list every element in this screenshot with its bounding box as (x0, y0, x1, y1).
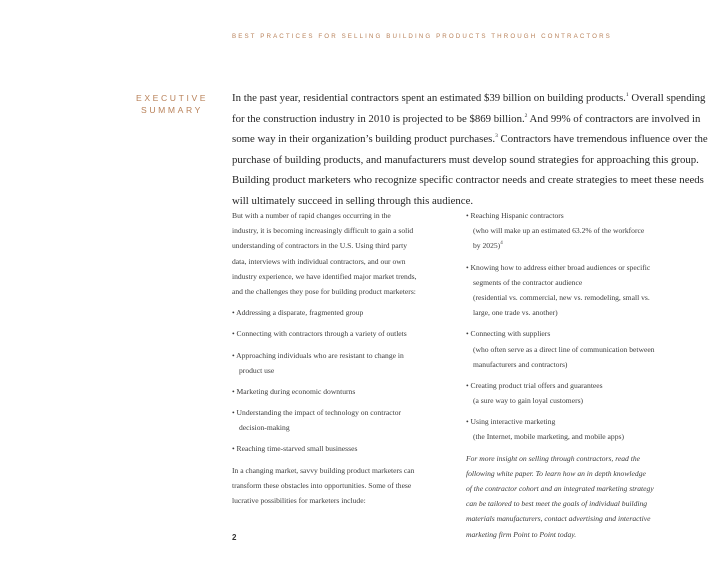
intro-line: Building product marketers who recognize specific contractor needs and create strategies to meet these needs (232, 174, 704, 186)
text-line: marketing firm Point to Point today. (466, 529, 577, 539)
bullet-line (466, 238, 702, 253)
bullet-line: (the Internet, mobile marketing, and mobile apps) (473, 432, 624, 442)
body-paragraph (232, 208, 454, 299)
bullet-item (232, 326, 454, 341)
text-line: can be tailored to best meet the goals of individual building (466, 499, 648, 509)
text-line: But with a number of rapid changes occurring in the (232, 211, 391, 220)
intro-line (232, 129, 708, 150)
bullet-line: (who often serve as a direct line of communication between (473, 344, 655, 354)
intro-line: purchase of building products, and manufacturers must develop sound strategies for approaching this group. (232, 153, 699, 166)
section-label-line: EXECUTIVE (136, 93, 209, 103)
footnote-marker: 2 (524, 112, 528, 119)
bullet-line: • Understanding the impact of technology on contractor (232, 408, 402, 418)
running-header: BEST PRACTICES FOR SELLING BUILDING PRODUCTS THROUGH CONTRACTORS (232, 33, 612, 40)
body-paragraph (232, 463, 454, 509)
bullet-item (466, 326, 702, 372)
bullet-line: segments of the contractor audience (473, 277, 583, 287)
bullet-line: • Connecting with contractors through a variety of outlets (232, 329, 407, 339)
text-line: industry, it is becoming increasingly difficult to gain a solid (232, 226, 414, 236)
bullet-line: manufacturers and contractors) (473, 359, 568, 369)
bullet-line: • Using interactive marketing (466, 417, 556, 427)
bullet-item (466, 208, 702, 254)
bullet-line: • Reaching time-starved small businesses (232, 444, 358, 454)
text-line: and the challenges they pose for building product marketers: (232, 286, 416, 296)
left-column (232, 208, 454, 508)
bullet-line: decision-making (239, 423, 290, 433)
right-column (466, 208, 702, 542)
intro-line: will ultimately succeed in selling through this audience. (232, 194, 474, 207)
bullet-item (466, 414, 702, 444)
footnote-marker: 3 (495, 133, 498, 139)
text-line: industry experience, we have identified major market trends, (232, 271, 417, 281)
bullet-line: • Approaching individuals who are resistant to change in (232, 350, 404, 360)
intro-line (232, 109, 700, 130)
section-label (136, 92, 216, 116)
bullet-line: (who will make up an estimated 63.2% of the workforce (473, 226, 645, 236)
text-line: of the contractor cohort and an integrated marketing strategy (466, 484, 654, 493)
text-line: data, interviews with individual contractors, and our own (232, 256, 406, 266)
section-label-line: SUMMARY (141, 105, 203, 115)
intro-line (232, 88, 706, 109)
intro-text: Overall spending (628, 92, 706, 104)
intro-text: In the past year, residential contractors spent an estimated $39 billion on building products. (232, 92, 626, 104)
bullet-item (466, 378, 702, 408)
bullet-text: by 2025) (473, 241, 501, 251)
text-line: following white paper. To learn how an in depth knowledge (466, 468, 646, 478)
footnote-marker: 1 (625, 92, 629, 98)
text-line: transform these obstacles into opportunities. Some of these (232, 480, 412, 490)
page-number: 2 (232, 533, 237, 542)
bullet-line: • Marketing during economic downturns (232, 386, 356, 396)
bullet-item (232, 305, 454, 320)
bullet-line: • Knowing how to address either broad audiences or specific (466, 262, 651, 272)
bullet-line: • Addressing a disparate, fragmented group (232, 308, 364, 318)
text-line: materials manufacturers, contact advertising and interactive (466, 514, 651, 524)
bullet-item (466, 260, 702, 321)
intro-text: for the construction industry in 2010 is projected to be $869 billion. (232, 112, 525, 125)
bullet-item (232, 405, 454, 435)
footnote-marker: 4 (500, 241, 503, 247)
intro-text: And 99% of contractors are involved in (527, 112, 701, 125)
closing-note (466, 451, 702, 542)
bullet-line: large, one trade vs. another) (473, 308, 558, 318)
bullet-line: • Creating product trial offers and guarantees (466, 380, 603, 390)
bullet-line: (a sure way to gain loyal customers) (473, 396, 584, 406)
text-line: In a changing market, savvy building product marketers can (232, 465, 415, 475)
intro-text: Contractors have tremendous influence over the (497, 133, 708, 145)
text-line: For more insight on selling through contractors, read the (466, 453, 641, 463)
bullet-line: • Connecting with suppliers (466, 329, 551, 339)
bullet-line: • Reaching Hispanic contractors (466, 211, 564, 220)
bullet-line: product use (239, 365, 275, 375)
bullet-item (232, 384, 454, 399)
bullet-item (232, 348, 454, 378)
text-line: understanding of contractors in the U.S. Using third party (232, 241, 408, 251)
bullet-line: (residential vs. commercial, new vs. remodeling, small vs. (473, 292, 650, 302)
intro-paragraph (232, 88, 708, 211)
intro-text: some way in their organization’s building product purchases. (232, 133, 496, 145)
text-line: lucrative possibilities for marketers include: (232, 496, 366, 505)
bullet-item (232, 441, 454, 456)
